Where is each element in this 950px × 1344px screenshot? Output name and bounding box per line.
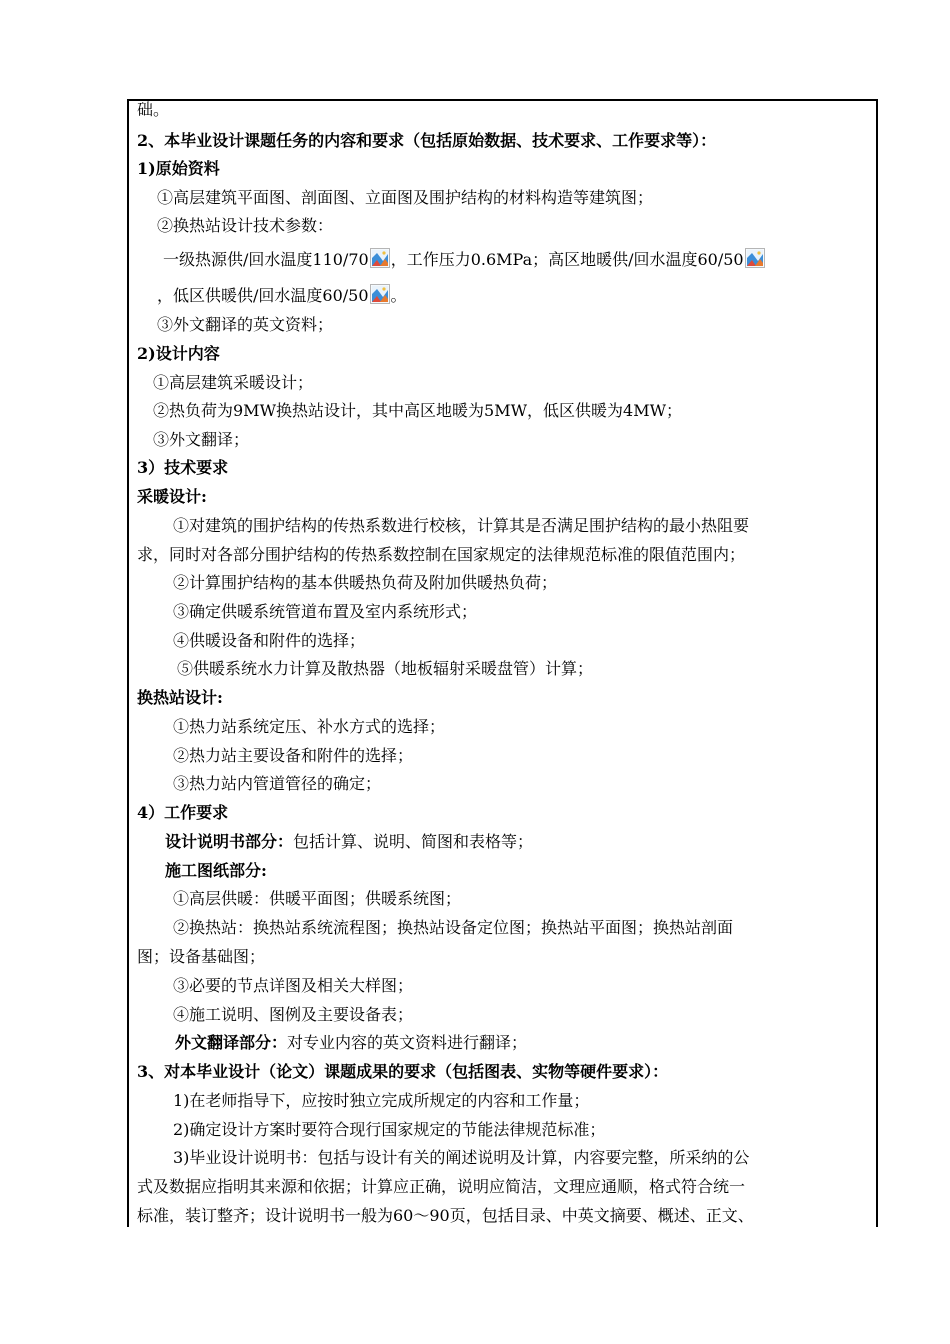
text-line (173, 889, 461, 909)
text-line (137, 487, 207, 507)
line-text: 换热站设计: (137, 688, 223, 707)
line-suffix: ，工作压力0.6MPa；高区地暖供/回水温度60/50 (390, 250, 744, 269)
text-line (153, 430, 249, 450)
text-line (137, 1206, 754, 1226)
text-line (137, 100, 169, 120)
text-line (173, 602, 477, 622)
text-line (137, 1062, 668, 1082)
line-text: 标准，装订整齐；设计说明书一般为60～90页，包括目录、中英文摘要、概述、正文、 (137, 1206, 754, 1225)
line-text: 求，同时对各部分围护结构的传热系数控制在国家规定的法律规范标准的限值范围内； (137, 545, 746, 564)
line-text: 一级热源供/回水温度110/70 (163, 250, 369, 269)
line-text: 施工图纸部分: (165, 861, 267, 880)
text-line (157, 188, 653, 208)
line-text: ，低区供暖供/回水温度60/50 (157, 286, 369, 305)
line-text: ①高层建筑采暖设计； (153, 373, 314, 392)
text-line (177, 659, 593, 679)
line-text: ②换热站设计技术参数： (157, 216, 334, 235)
line-text: 3)毕业设计说明书：包括与设计有关的阐述说明及计算，内容要完整，所采纳的公 (173, 1148, 750, 1167)
text-line (173, 1120, 605, 1140)
line-text: 1)在老师指导下，应按时独立完成所规定的内容和工作量； (173, 1091, 590, 1110)
line-text: 2)设计内容 (137, 344, 220, 363)
text-line (173, 516, 749, 536)
line-text: 外文翻译部分： (175, 1033, 288, 1052)
line-text: 式及数据应指明其来源和依据；计算应正确，说明应简洁，文理应通顺，格式符合统一 (137, 1177, 746, 1196)
text-line (137, 803, 228, 823)
text-line (137, 947, 265, 967)
text-line (137, 159, 220, 179)
line-text: ②热力站主要设备和附件的选择； (173, 746, 414, 765)
line-text: ①高层供暖：供暖平面图；供暖系统图； (173, 889, 462, 908)
text-line (157, 315, 333, 335)
line-text: ②计算围护结构的基本供暖热负荷及附加供暖热负荷； (173, 573, 558, 592)
line-text: 1)原始资料 (137, 159, 220, 178)
line-text: 础。 (137, 100, 170, 119)
line-text: 2、本毕业设计课题任务的内容和要求（包括原始数据、技术要求、工作要求等）： (137, 131, 717, 150)
text-line (157, 216, 333, 236)
line-text: ③外文翻译的英文资料； (157, 315, 334, 334)
text-line (173, 918, 733, 938)
line-text: ①高层建筑平面图、剖面图、立面图及围护结构的材料构造等建筑图； (157, 188, 654, 207)
line-suffix: 对专业内容的英文资料进行翻译； (287, 1033, 528, 1052)
line-text: ①热力站系统定压、补水方式的选择； (173, 717, 446, 736)
line-suffix: 。 (390, 286, 407, 305)
text-line (137, 131, 716, 151)
text-line (173, 746, 413, 766)
text-line (137, 688, 223, 708)
line-text: 设计说明书部分： (165, 832, 294, 851)
line-text: ⑤供暖系统水力计算及散热器（地板辐射采暖盘管）计算； (177, 659, 594, 678)
line-text: 图；设备基础图； (137, 947, 266, 966)
text-line (173, 1091, 589, 1111)
line-text: ①对建筑的围护结构的传热系数进行校核，计算其是否满足围护结构的最小热阻要 (173, 516, 750, 535)
text-line (173, 631, 365, 651)
broken-image-icon (370, 284, 390, 304)
line-text: 3、对本毕业设计（论文）课题成果的要求（包括图表、实物等硬件要求）： (137, 1062, 669, 1081)
text-line (165, 861, 267, 881)
text-line (137, 458, 228, 478)
text-line (153, 373, 313, 393)
line-text: ③确定供暖系统管道布置及室内系统形式； (173, 602, 478, 621)
broken-image-icon (370, 248, 390, 268)
text-line (173, 573, 557, 593)
text-line (175, 1033, 527, 1053)
line-text: ④施工说明、图例及主要设备表； (173, 1005, 414, 1024)
line-text: ③外文翻译； (153, 430, 250, 449)
line-text: ③必要的节点详图及相关大样图； (173, 976, 414, 995)
text-line (163, 248, 766, 270)
line-text: 3）技术要求 (137, 458, 229, 477)
text-line (173, 976, 413, 996)
text-line (137, 344, 220, 364)
text-line (165, 832, 533, 852)
text-line (173, 774, 381, 794)
line-text: 4）工作要求 (137, 803, 229, 822)
text-line (137, 545, 745, 565)
text-line (173, 1148, 749, 1168)
line-text: 采暖设计: (137, 487, 207, 506)
line-text: ③热力站内管道管径的确定； (173, 774, 382, 793)
broken-image-icon (745, 248, 765, 268)
text-line (137, 1177, 745, 1197)
line-text: 2)确定设计方案时要符合现行国家规定的节能法律规范标准； (173, 1120, 606, 1139)
line-text: ②换热站：换热站系统流程图；换热站设备定位图；换热站平面图；换热站剖面 (173, 918, 734, 937)
text-line (173, 717, 445, 737)
text-line (173, 1005, 413, 1025)
line-text: ④供暖设备和附件的选择； (173, 631, 366, 650)
line-suffix: 包括计算、说明、简图和表格等； (293, 832, 534, 851)
text-line (157, 284, 407, 306)
text-line (153, 401, 682, 421)
line-text: ②热负荷为9MW换热站设计，其中高区地暖为5MW，低区供暖为4MW； (153, 401, 683, 420)
